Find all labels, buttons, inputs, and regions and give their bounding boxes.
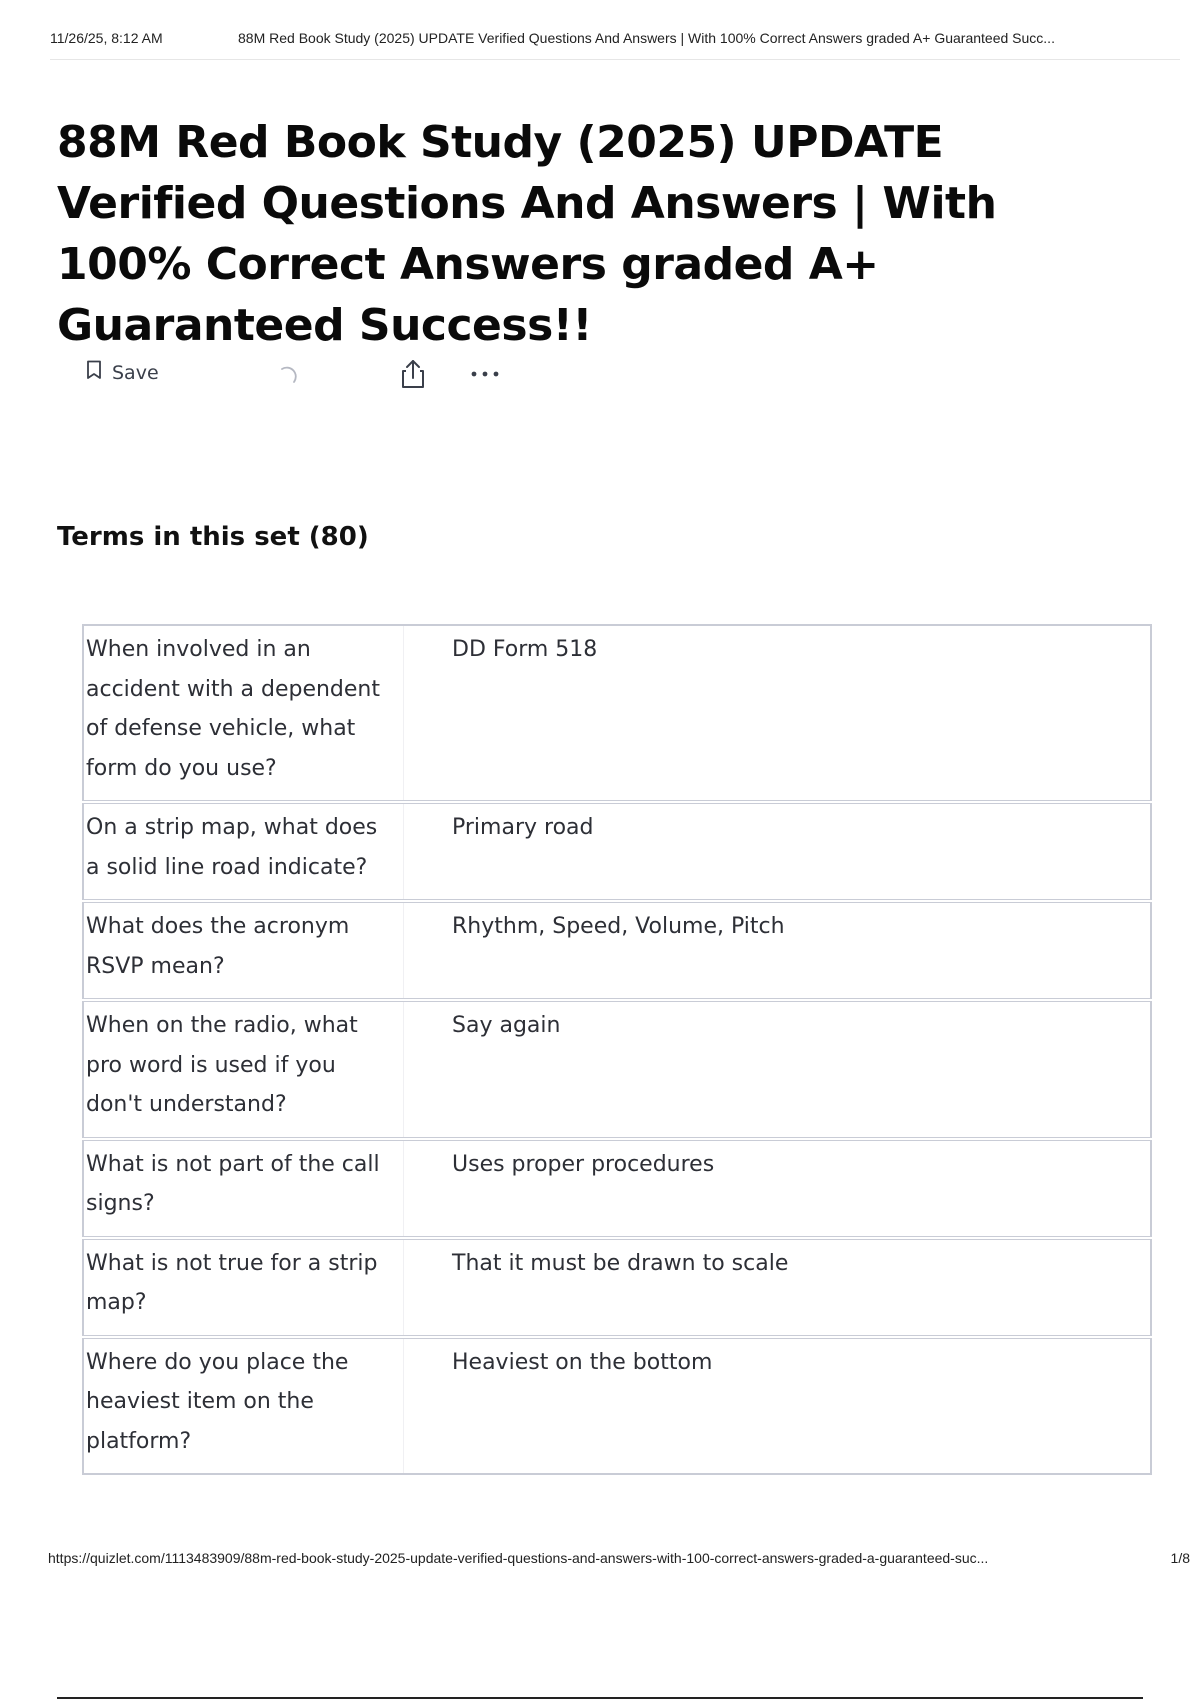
save-button[interactable]: [86, 360, 159, 385]
print-date: 11/26/25, 8:12 AM: [50, 30, 163, 46]
page-url-link[interactable]: https://quizlet.com/1113483909/88m-red-book-study-2025-update-verified-questions-and-answers-with-100-correct-answers-graded-a-guaranteed-suc...: [48, 1550, 989, 1566]
term-text: Where do you place the heaviest item on the platform?: [84, 1339, 404, 1474]
bookmark-icon: [86, 360, 102, 385]
term-row: [82, 1140, 1152, 1237]
term-text: When involved in an accident with a dependent of defense vehicle, what form do you use?: [84, 626, 404, 800]
definition-text: Heaviest on the bottom: [452, 1349, 713, 1375]
terms-table: [82, 624, 1152, 1477]
save-label: Save: [112, 361, 159, 384]
term-text: What does the acronym RSVP mean?: [84, 903, 404, 998]
loading-spinner-icon: [276, 364, 300, 388]
print-footer: [48, 1550, 1190, 1574]
term-row: [82, 1338, 1152, 1476]
action-toolbar: [86, 356, 526, 396]
definition-text: Uses proper procedures: [452, 1151, 715, 1177]
term-row: [82, 624, 1152, 801]
definition-text: Rhythm, Speed, Volume, Pitch: [452, 914, 785, 939]
definition-text: That it must be drawn to scale: [452, 1250, 789, 1276]
definition-text: DD Form 518: [452, 637, 598, 662]
page-number: 1/8: [1170, 1550, 1190, 1566]
term-text: On a strip map, what does a solid line road indicate?: [84, 804, 404, 899]
definition-text: Primary road: [452, 815, 594, 840]
term-row: [82, 803, 1152, 900]
term-row: [82, 1001, 1152, 1138]
print-doc-title: 88M Red Book Study (2025) UPDATE Verified Questions And Answers | With 100% Correct Answers graded A+ Guaranteed Succ...: [238, 30, 1055, 46]
print-header: [50, 30, 1180, 60]
term-text: What is not true for a strip map?: [84, 1240, 404, 1335]
more-options-icon[interactable]: [468, 362, 502, 386]
page-divider: [57, 1697, 1143, 1699]
term-text: What is not part of the call signs?: [84, 1141, 404, 1236]
term-row: [82, 902, 1152, 999]
term-text: When on the radio, what pro word is used if you don't understand?: [84, 1002, 404, 1137]
share-icon[interactable]: [398, 358, 428, 390]
term-row: [82, 1239, 1152, 1336]
definition-text: Say again: [452, 1013, 561, 1038]
terms-count-heading: Terms in this set (80): [57, 522, 369, 552]
page-title: 88M Red Book Study (2025) UPDATE Verified Questions And Answers | With 100% Correct Answers graded A+ Guaranteed Success!!: [57, 117, 997, 351]
